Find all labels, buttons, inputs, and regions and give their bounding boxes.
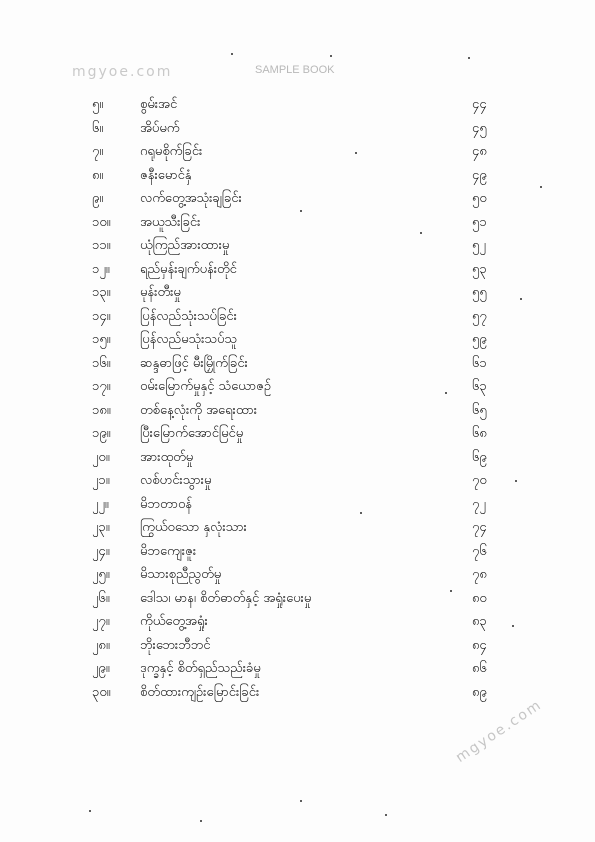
entry-page: ၇၈ <box>472 567 487 582</box>
entry-number: ၂၇။ <box>92 614 110 629</box>
entry-page: ၅၇ <box>472 308 487 324</box>
entry-page: ၄၈ <box>472 144 487 159</box>
entry-page: ၇၀ <box>472 473 487 488</box>
entry-number: ၅။ <box>92 97 104 112</box>
scan-speck <box>540 186 542 188</box>
scan-speck <box>515 480 517 482</box>
entry-number: ၆။ <box>92 120 104 136</box>
entry-page: ၈၉ <box>472 684 487 700</box>
toc-entry <box>0 516 595 540</box>
entry-number: ၁၂။ <box>92 261 110 277</box>
toc-entry <box>0 375 595 399</box>
scan-speck <box>231 53 233 55</box>
entry-title: လက်တွေ့အသုံးချခြင်း <box>140 191 242 206</box>
toc-entry <box>0 540 595 564</box>
entry-title: ပြီးမြောက်အောင်မြင်မှု <box>140 426 244 441</box>
toc-entry <box>0 446 595 470</box>
entry-number: ၂၁။ <box>92 473 110 488</box>
entry-number: ၁၃။ <box>92 285 111 300</box>
entry-number: ၁၄။ <box>92 308 111 324</box>
scan-speck <box>300 800 302 802</box>
entry-page: ၆၃ <box>472 379 487 394</box>
entry-number: ၂၆။ <box>92 590 110 606</box>
entry-title: ပြန်လည်မသုံးသပ်သူ <box>140 332 237 347</box>
toc-entry <box>0 187 595 211</box>
entry-title: စိတ်ထားကျဉ်းမြောင်းခြင်း <box>140 684 260 700</box>
entry-title: တစ်နေ့လုံးကို အရေးထား <box>140 402 258 418</box>
entry-page: ၅၂ <box>472 238 486 253</box>
toc-entry <box>0 610 595 634</box>
entry-title: အိပ်မက် <box>140 120 180 136</box>
entry-title: အားထုတ်မှု <box>140 449 194 465</box>
entry-title: ကိုယ်တွေ့အရှုံး <box>140 614 208 629</box>
entry-page: ၈၃ <box>472 614 487 629</box>
toc-entry <box>0 258 595 282</box>
entry-page: ၅၅ <box>472 285 487 300</box>
entry-title: ဆန္ဒဓာဖြင့် မီးမြှိုက်ခြင်း <box>140 355 248 371</box>
scan-speck <box>512 625 514 627</box>
entry-page: ၅၁ <box>472 214 487 230</box>
scan-speck <box>200 820 202 822</box>
entry-number: ၇။ <box>92 144 104 159</box>
entry-title: ဝမ်းမြောက်မှုနှင့် သံယောဇဉ် <box>140 379 272 394</box>
entry-title: အယူသီးခြင်း <box>140 214 201 230</box>
entry-number: ၁၀။ <box>92 214 111 230</box>
entry-page: ၇၆ <box>472 543 487 559</box>
entry-page: ၆၉ <box>472 449 487 465</box>
toc-entry <box>0 352 595 376</box>
entry-number: ၂၈။ <box>92 637 110 653</box>
toc-entry <box>0 634 595 658</box>
entry-number: ၁၇။ <box>92 379 111 394</box>
entry-title: စွမ်းအင် <box>140 97 178 112</box>
entry-page: ၆၈ <box>472 426 487 441</box>
entry-title: မုန်းတီးမှု <box>140 285 181 300</box>
entry-page: ၈၆ <box>472 661 487 676</box>
entry-page: ၆၅ <box>472 402 487 418</box>
entry-page: ၄၉ <box>472 167 487 183</box>
watermark-site: mgyoe.com <box>72 64 173 80</box>
toc-entry <box>0 563 595 587</box>
toc-entry <box>0 234 595 258</box>
entry-number: ၉။ <box>92 191 104 206</box>
entry-title: ရည်မှန်းချက်ပန်းတိုင် <box>140 261 237 277</box>
entry-number: ၂၀။ <box>92 449 110 465</box>
toc-entry <box>0 681 595 705</box>
entry-number: ၂၃။ <box>92 520 110 535</box>
entry-title: ကြွယ်ဝသော နှလုံးသား <box>140 520 247 535</box>
toc-entry <box>0 281 595 305</box>
entry-title: ဒေါသ၊ မာန၊ စိတ်ဓာတ်နှင့် အရှုံးပေးမှု <box>140 590 312 606</box>
scan-speck <box>360 512 362 514</box>
entry-number: ၂၄။ <box>92 543 110 559</box>
scan-speck <box>300 210 302 212</box>
toc-entry <box>0 399 595 423</box>
entry-title: ပြန်လည်သုံးသပ်ခြင်း <box>140 308 237 324</box>
scan-speck <box>330 55 332 57</box>
entry-page: ၇၄ <box>472 520 487 535</box>
entry-title: ယုံကြည်အားထားမှု <box>140 238 230 253</box>
entry-number: ၂၂။ <box>92 496 109 512</box>
entry-page: ၈၀ <box>472 590 487 606</box>
toc-entry <box>0 587 595 611</box>
toc-entry <box>0 422 595 446</box>
toc-entry <box>0 117 595 141</box>
toc-entry <box>0 469 595 493</box>
toc-entry <box>0 211 595 235</box>
entry-title: ဂရုမစိုက်ခြင်း <box>140 144 203 159</box>
entry-page: ၆၁ <box>472 355 487 371</box>
entry-title: မိဘကျေးဇူး <box>140 543 197 559</box>
scan-speck <box>468 57 470 59</box>
scan-speck <box>355 152 357 154</box>
toc-entry <box>0 493 595 517</box>
entry-title: ဒုက္ခနှင့် စိတ်ရှည်သည်းခံမှု <box>140 661 261 676</box>
scan-speck <box>420 232 422 234</box>
entry-page: ၅၉ <box>472 332 487 347</box>
entry-page: ၄၅ <box>472 120 487 136</box>
scan-speck <box>450 590 452 592</box>
scan-speck <box>445 392 447 394</box>
entry-number: ၁၈။ <box>92 402 111 418</box>
toc-entry <box>0 164 595 188</box>
entry-number: ၁၁။ <box>92 238 111 253</box>
entry-number: ၈။ <box>92 167 104 183</box>
entry-page: ၅၀ <box>472 191 487 206</box>
entry-number: ၂၅။ <box>92 567 110 582</box>
entry-page: ၈၄ <box>472 637 487 653</box>
scan-speck <box>520 298 522 300</box>
toc-entry <box>0 140 595 164</box>
entry-title: လစ်ဟင်းသွားမှု <box>140 473 212 488</box>
watermark-sample-book: SAMPLE BOOK <box>255 64 335 76</box>
scan-speck <box>89 810 91 812</box>
table-of-contents <box>0 93 595 704</box>
entry-title: မိဘတာဝန် <box>140 496 192 512</box>
entry-number: ၂၉။ <box>92 661 110 676</box>
toc-entry <box>0 93 595 117</box>
toc-entry <box>0 305 595 329</box>
entry-number: ၁၅။ <box>92 332 111 347</box>
entry-title: ဘိုးဘေးဘီဘင် <box>140 637 211 653</box>
toc-entry <box>0 657 595 681</box>
entry-title: မိသားစုညီညွတ်မှု <box>140 567 222 582</box>
scan-speck <box>385 814 387 816</box>
toc-entry <box>0 328 595 352</box>
entry-number: ၃၀။ <box>92 684 111 700</box>
entry-number: ၁၆။ <box>92 355 111 371</box>
entry-title: ဇနီးမောင်နှံ <box>140 167 192 183</box>
entry-number: ၁၉။ <box>92 426 111 441</box>
entry-page: ၄၄ <box>472 97 487 112</box>
entry-page: ၅၃ <box>472 261 487 277</box>
entry-page: ၇၂ <box>472 496 486 512</box>
watermark-site-diagonal: mgyoe.com <box>453 696 546 766</box>
